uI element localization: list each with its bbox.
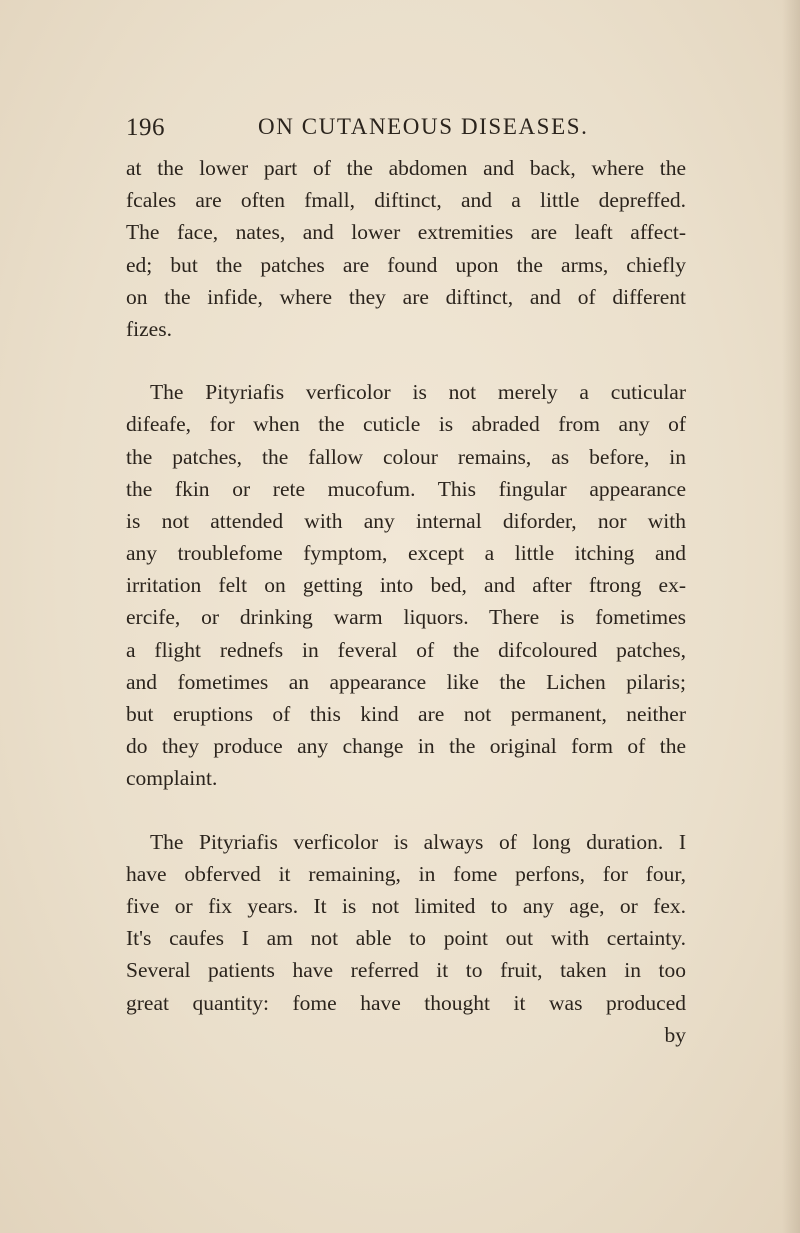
- paragraph-gap: [126, 795, 686, 826]
- text-line: but eruptions of this kind are not permanent, neither: [126, 702, 686, 726]
- text-line: irritation felt on getting into bed, and after ftrong ex-: [126, 573, 686, 598]
- text-line: at the lower part of the abdomen and back, where the: [126, 156, 686, 180]
- text-line: a flight rednefs in feveral of the difcoloured patches,: [126, 637, 686, 662]
- text-line: The Pityriafis verficolor is always of long duration. I: [150, 829, 686, 854]
- text-line: have obferved it remaining, in fome perfons, for four,: [126, 861, 686, 886]
- paragraph-2: [126, 376, 686, 794]
- text-line: ed; but the patches are found upon the arms, chiefly: [126, 252, 686, 277]
- text-line: and fometimes an appearance like the Lichen pilaris;: [126, 669, 686, 694]
- catchword: by: [664, 1022, 686, 1047]
- text-line: fcales are often fmall, diftinct, and a little depreffed.: [126, 188, 686, 213]
- paragraph-1: [126, 152, 686, 345]
- text-line: Several patients have referred it to fruit, taken in too: [126, 958, 686, 983]
- text-line: difeafe, for when the cuticle is abraded from any of: [126, 412, 686, 437]
- body-text: [126, 152, 686, 1051]
- text-line: fizes.: [126, 316, 172, 341]
- text-line: the patches, the fallow colour remains, as before, in: [126, 444, 686, 469]
- page-header: [126, 114, 686, 150]
- text-line: The Pityriafis verficolor is not merely a cuticular: [150, 380, 686, 405]
- text-line: on the infide, where they are diftinct, and of different: [126, 284, 686, 309]
- text-line: complaint.: [126, 766, 218, 791]
- running-head: ON CUTANEOUS DISEASES.: [258, 114, 589, 139]
- text-line: ercife, or drinking warm liquors. There is fometimes: [126, 605, 686, 630]
- text-line: It's caufes I am not able to point out with certainty.: [126, 926, 686, 951]
- text-line: do they produce any change in the original form of the: [126, 734, 686, 759]
- text-line: the fkin or rete mucofum. This fingular appearance: [126, 476, 686, 501]
- page-number: 196: [126, 114, 165, 141]
- page-edge-shadow: [782, 0, 800, 1233]
- text-line: is not attended with any internal diforder, nor with: [126, 508, 686, 533]
- paragraph-gap: [126, 345, 686, 376]
- paragraph-3: [126, 826, 686, 1051]
- text-line: great quantity: fome have thought it was produced: [126, 990, 686, 1015]
- text-line: five or fix years. It is not limited to any age, or fex.: [126, 893, 686, 918]
- text-line: any troublefome fymptom, except a little itching and: [126, 541, 686, 566]
- text-line: The face, nates, and lower extremities are leaft affect-: [126, 220, 686, 245]
